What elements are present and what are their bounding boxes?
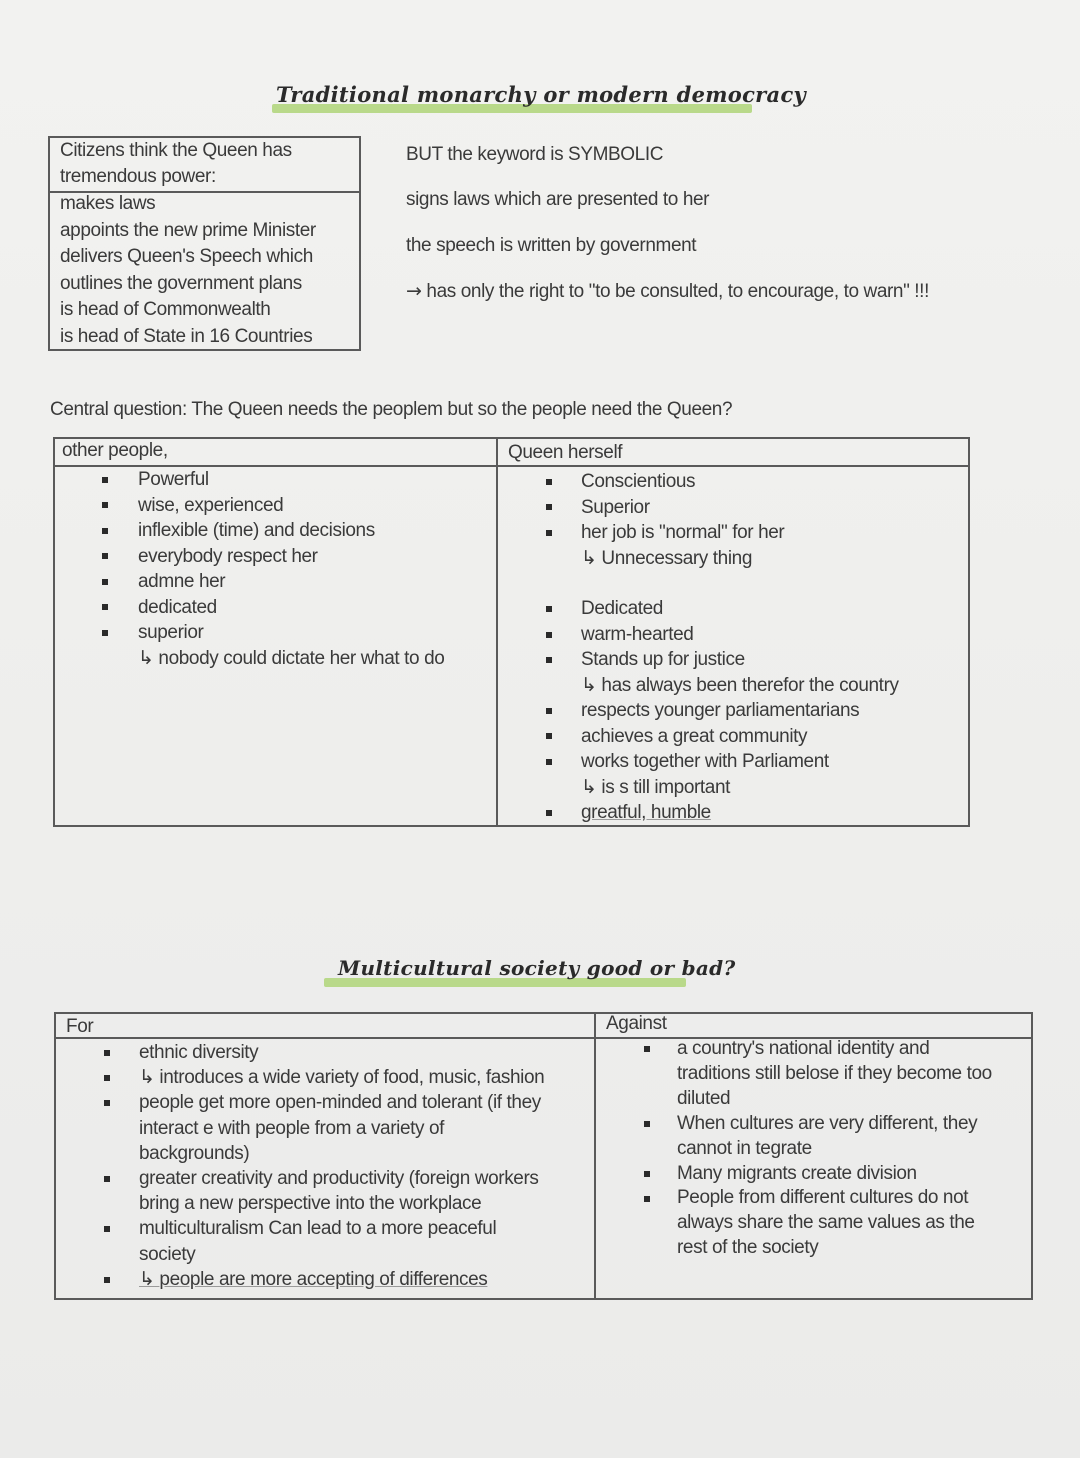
list-item: inflexible (time) and decisions <box>138 520 375 541</box>
against-list <box>677 1037 992 1261</box>
list-subitem <box>581 775 899 801</box>
subitem-text: nobody could dictate her what to do <box>158 647 445 669</box>
box-header-line: tremendous power: <box>60 166 216 187</box>
arrow-right-icon: → <box>406 280 422 302</box>
list-item: works together with Parliament <box>581 751 829 772</box>
subitem-text: people are more accepting of differences <box>159 1268 488 1290</box>
note-right-to <box>406 278 929 305</box>
sub-arrow-icon: ↳ <box>138 647 154 669</box>
sub-arrow-icon: ↳ <box>581 547 597 569</box>
list-item: people get more open-minded and tolerant (if they <box>139 1092 541 1114</box>
subitem-text: introduces a wide variety of food, music, fashion <box>159 1067 545 1089</box>
list-item-cont: traditions still belose if they become too <box>677 1062 992 1084</box>
bullet-icon <box>546 759 552 765</box>
list-item: Conscientious <box>581 471 696 492</box>
col-header-queen-herself: Queen herself <box>508 442 623 463</box>
bullet-icon <box>546 810 552 816</box>
list-subitem <box>581 673 899 699</box>
box-header-line: Citizens think the Queen has <box>60 140 292 161</box>
list-item: everybody respect her <box>138 545 318 567</box>
box-item: is head of Commonwealth <box>60 299 271 320</box>
subitem-text: has always been therefor the country <box>601 674 899 696</box>
list-subitem <box>139 1267 544 1292</box>
list-item: wise, experienced <box>138 494 284 516</box>
list-item: admne her <box>138 571 226 592</box>
bullet-icon <box>102 630 108 636</box>
sub-arrow-icon: ↳ <box>139 1067 155 1089</box>
list-item-cont: diluted <box>677 1087 731 1109</box>
list-item: superior <box>138 622 204 643</box>
list-subitem <box>138 646 444 672</box>
bullet-icon <box>102 579 108 585</box>
list-item: her job is "normal" for her <box>581 522 785 543</box>
sub-arrow-icon: ↳ <box>581 674 597 696</box>
box-item: appoints the new prime Minister <box>60 219 316 241</box>
box-header <box>60 138 292 190</box>
list-item: multiculturalism Can lead to a more peaceful <box>139 1218 497 1240</box>
bullet-icon <box>644 1171 650 1177</box>
note-right-to-text: has only the right to "to be consulted, to encourage, to warn" !!! <box>426 281 929 302</box>
box-item: outlines the government plans <box>60 272 302 294</box>
list-item: Superior <box>581 496 650 518</box>
list-item: ethnic diversity <box>139 1042 259 1063</box>
list-item: Powerful <box>138 469 209 490</box>
list-item: greatful, humble <box>581 802 711 823</box>
bullet-icon <box>104 1100 110 1106</box>
list-item-cont: always share the same values as the <box>677 1212 975 1234</box>
bullet-icon <box>546 708 552 714</box>
section-title-monarchy: Traditional monarchy or modern democracy <box>276 82 807 107</box>
list-subitem <box>139 1065 544 1090</box>
list-item: respects younger parliamentarians <box>581 700 860 721</box>
bullet-icon <box>546 530 552 536</box>
sub-arrow-icon: ↳ <box>581 776 597 798</box>
col-header-against: Against <box>606 1013 667 1034</box>
subitem-text: Unnecessary thing <box>601 547 752 569</box>
list-item: achieves a great community <box>581 725 808 747</box>
box-item: is head of State in 16 Countries <box>60 325 313 347</box>
bullet-icon <box>644 1121 650 1127</box>
bullet-icon <box>102 553 108 559</box>
bullet-icon <box>546 606 552 612</box>
queen-herself-list <box>581 469 784 571</box>
list-item-cont: interact e with people from a variety of <box>139 1117 445 1139</box>
queen-herself-list-2 <box>581 596 899 826</box>
list-item: greater creativity and productivity (foreign workers <box>139 1168 539 1190</box>
sub-arrow-icon: ↳ <box>139 1268 155 1290</box>
box-item: delivers Queen's Speech which <box>60 246 313 267</box>
central-question: Central question: The Queen needs the peoplem but so the people need the Queen? <box>50 399 733 420</box>
list-item-cont: cannot in tegrate <box>677 1137 812 1159</box>
list-item: Stands up for justice <box>581 649 745 670</box>
bullet-icon <box>104 1277 110 1283</box>
bullet-icon <box>546 657 552 663</box>
list-item-cont: society <box>139 1243 196 1265</box>
col-header-other-people: other people, <box>62 440 168 461</box>
table-column-divider <box>594 1012 596 1300</box>
bullet-icon <box>104 1075 110 1081</box>
list-item: People from different cultures do not <box>677 1187 969 1209</box>
bullet-icon <box>644 1196 650 1202</box>
list-item-cont: backgrounds) <box>139 1142 250 1164</box>
bullet-icon <box>104 1176 110 1182</box>
list-item-cont: bring a new perspective into the workplace <box>139 1193 482 1215</box>
box-item: makes laws <box>60 193 156 214</box>
list-item: dedicated <box>138 596 217 618</box>
note-speech: the speech is written by government <box>406 235 697 256</box>
col-header-for: For <box>66 1016 94 1037</box>
section-title-multicultural: Multicultural society good or bad? <box>338 956 736 980</box>
subitem-text: is s till important <box>601 776 731 798</box>
list-item: Many migrants create division <box>677 1162 917 1184</box>
bullet-icon <box>102 528 108 534</box>
bullet-icon <box>546 632 552 638</box>
bullet-icon <box>102 477 108 483</box>
bullet-icon <box>546 504 552 510</box>
list-item: warm-hearted <box>581 623 694 645</box>
bullet-icon <box>644 1046 650 1052</box>
table-column-divider <box>496 437 498 827</box>
list-item: Dedicated <box>581 598 663 619</box>
list-subitem <box>581 546 784 572</box>
bullet-icon <box>102 604 108 610</box>
box-items <box>60 191 316 350</box>
bullet-icon <box>104 1050 110 1056</box>
bullet-icon <box>102 502 108 508</box>
bullet-icon <box>104 1226 110 1232</box>
other-people-list <box>138 467 444 671</box>
list-item-cont: rest of the society <box>677 1237 819 1259</box>
bullet-icon <box>546 479 552 485</box>
list-item: When cultures are very different, they <box>677 1112 978 1134</box>
note-signs-laws: signs laws which are presented to her <box>406 189 710 210</box>
list-item: a country's national identity and <box>677 1038 930 1059</box>
for-list <box>139 1040 544 1292</box>
bullet-icon <box>546 733 552 739</box>
note-symbolic: BUT the keyword is SYMBOLIC <box>406 144 664 165</box>
